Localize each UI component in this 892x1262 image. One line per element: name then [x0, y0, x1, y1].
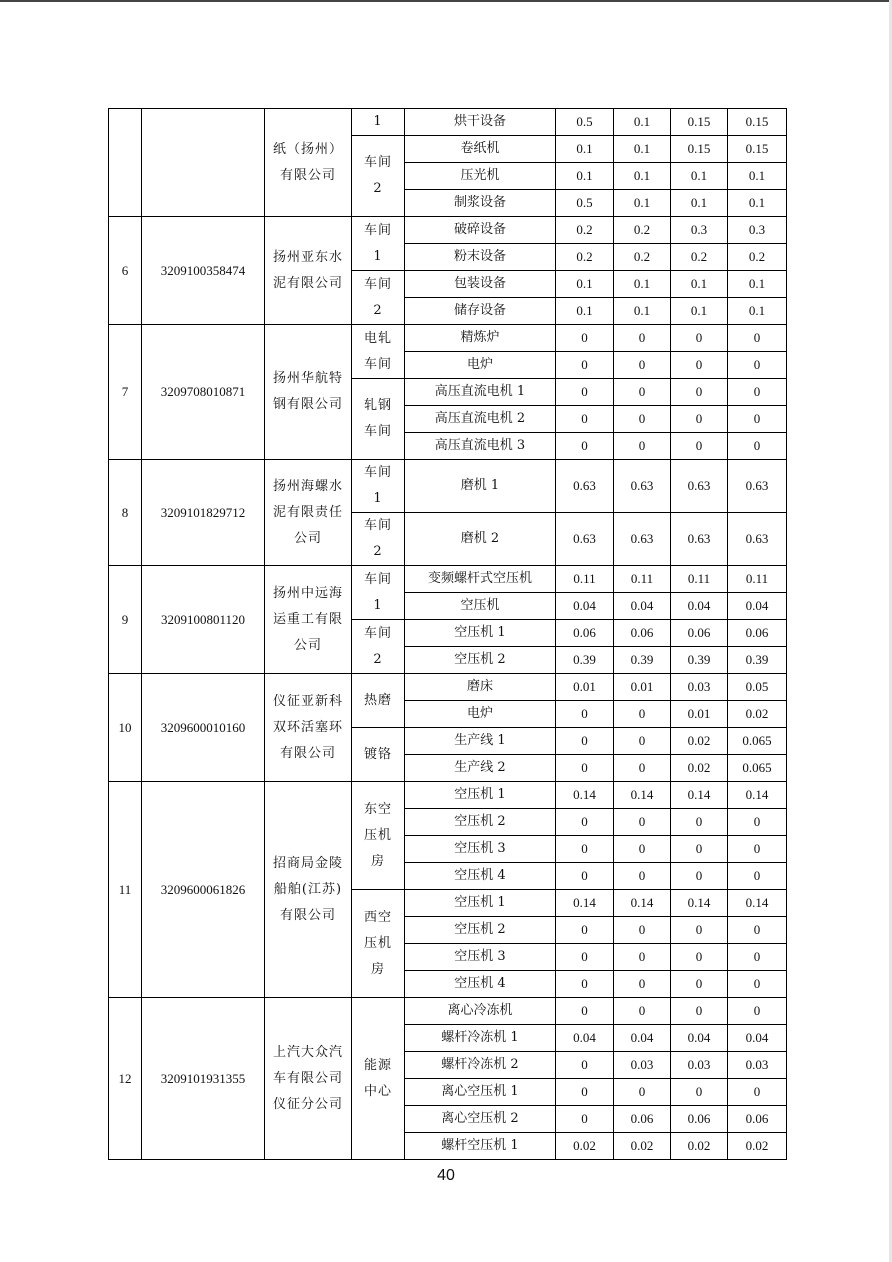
value-cell: 0.02 — [556, 1133, 614, 1160]
equipment-cell: 高压直流电机 2 — [405, 406, 556, 433]
value-cell: 0.04 — [671, 1025, 728, 1052]
value-cell: 0.1 — [671, 271, 728, 298]
value-cell: 0.39 — [614, 647, 671, 674]
value-cell: 0.1 — [556, 163, 614, 190]
equipment-cell: 高压直流电机 3 — [405, 433, 556, 460]
equipment-cell: 烘干设备 — [405, 109, 556, 136]
value-cell: 0 — [556, 352, 614, 379]
company-code: 3209101829712 — [142, 460, 265, 566]
value-cell: 0.04 — [671, 593, 728, 620]
value-cell: 0.04 — [556, 1025, 614, 1052]
equipment-cell: 包装设备 — [405, 271, 556, 298]
value-cell: 0 — [728, 863, 787, 890]
value-cell: 0.05 — [728, 674, 787, 701]
company-code — [142, 109, 265, 217]
value-cell: 0.11 — [614, 566, 671, 593]
value-cell: 0 — [614, 917, 671, 944]
company-code: 3209100358474 — [142, 217, 265, 325]
table-row — [109, 566, 787, 593]
value-cell: 0.06 — [671, 620, 728, 647]
value-cell: 0.39 — [671, 647, 728, 674]
row-number: 11 — [109, 782, 142, 998]
value-cell: 0.1 — [728, 271, 787, 298]
workshop-cell: 车间2 — [352, 271, 405, 325]
equipment-cell: 生产线 1 — [405, 728, 556, 755]
value-cell: 0.065 — [728, 728, 787, 755]
value-cell: 0.15 — [671, 109, 728, 136]
value-cell: 0.02 — [728, 1133, 787, 1160]
row-number: 9 — [109, 566, 142, 674]
equipment-cell: 高压直流电机 1 — [405, 379, 556, 406]
value-cell: 0.04 — [556, 593, 614, 620]
value-cell: 0 — [556, 1052, 614, 1079]
value-cell: 0.02 — [671, 1133, 728, 1160]
value-cell: 0 — [728, 836, 787, 863]
value-cell: 0.01 — [556, 674, 614, 701]
value-cell: 0 — [556, 406, 614, 433]
value-cell: 0 — [728, 971, 787, 998]
company-name: 扬州亚东水泥有限公司 — [265, 217, 352, 325]
value-cell: 0.04 — [728, 1025, 787, 1052]
workshop-cell: 电轧车间 — [352, 325, 405, 379]
value-cell: 0 — [728, 406, 787, 433]
value-cell: 0 — [728, 379, 787, 406]
workshop-cell: 西空压机房 — [352, 890, 405, 998]
value-cell: 0.03 — [671, 674, 728, 701]
value-cell: 0.14 — [671, 890, 728, 917]
equipment-table — [108, 108, 787, 1160]
value-cell: 0 — [556, 836, 614, 863]
value-cell: 0 — [556, 809, 614, 836]
value-cell: 0.06 — [614, 1106, 671, 1133]
value-cell: 0.2 — [614, 244, 671, 271]
value-cell: 0.63 — [614, 513, 671, 566]
equipment-cell: 空压机 4 — [405, 863, 556, 890]
value-cell: 0.15 — [728, 109, 787, 136]
table-row — [109, 782, 787, 809]
value-cell: 0.15 — [728, 136, 787, 163]
value-cell: 0.1 — [614, 136, 671, 163]
workshop-cell: 镀铬 — [352, 728, 405, 782]
page-top-border — [0, 0, 892, 2]
value-cell: 0.63 — [614, 460, 671, 513]
equipment-cell: 空压机 1 — [405, 782, 556, 809]
company-name: 扬州中远海运重工有限公司 — [265, 566, 352, 674]
value-cell: 0.14 — [728, 890, 787, 917]
value-cell: 0 — [671, 433, 728, 460]
equipment-cell: 磨机 2 — [405, 513, 556, 566]
value-cell: 0.1 — [556, 298, 614, 325]
value-cell: 0.1 — [614, 298, 671, 325]
value-cell: 0 — [671, 1079, 728, 1106]
value-cell: 0 — [614, 944, 671, 971]
page-number: 40 — [437, 1167, 455, 1184]
value-cell: 0 — [671, 406, 728, 433]
value-cell: 0 — [614, 863, 671, 890]
value-cell: 0 — [671, 352, 728, 379]
company-name: 仪征亚新科双环活塞环有限公司 — [265, 674, 352, 782]
value-cell: 0.03 — [671, 1052, 728, 1079]
value-cell: 0.1 — [614, 190, 671, 217]
value-cell: 0.63 — [728, 460, 787, 513]
equipment-cell: 空压机 1 — [405, 890, 556, 917]
value-cell: 0 — [671, 836, 728, 863]
value-cell: 0 — [556, 1106, 614, 1133]
value-cell: 0.1 — [671, 190, 728, 217]
value-cell: 0.01 — [614, 674, 671, 701]
value-cell: 0.14 — [671, 782, 728, 809]
workshop-cell: 东空压机房 — [352, 782, 405, 890]
value-cell: 0.02 — [671, 755, 728, 782]
equipment-cell: 精炼炉 — [405, 325, 556, 352]
company-name: 扬州华航特钢有限公司 — [265, 325, 352, 460]
workshop-cell: 1 — [352, 109, 405, 136]
value-cell: 0.15 — [671, 136, 728, 163]
value-cell: 0.06 — [614, 620, 671, 647]
value-cell: 0.04 — [728, 593, 787, 620]
value-cell: 0 — [728, 433, 787, 460]
equipment-cell: 粉末设备 — [405, 244, 556, 271]
equipment-cell: 生产线 2 — [405, 755, 556, 782]
value-cell: 0.06 — [728, 620, 787, 647]
value-cell: 0.39 — [556, 647, 614, 674]
value-cell: 0.1 — [614, 163, 671, 190]
company-code: 3209100801120 — [142, 566, 265, 674]
value-cell: 0 — [671, 379, 728, 406]
row-number: 12 — [109, 998, 142, 1160]
value-cell: 0 — [614, 433, 671, 460]
value-cell: 0 — [728, 917, 787, 944]
value-cell: 0 — [728, 325, 787, 352]
workshop-cell: 车间1 — [352, 460, 405, 513]
value-cell: 0.1 — [614, 109, 671, 136]
value-cell: 0.63 — [671, 460, 728, 513]
equipment-cell: 制浆设备 — [405, 190, 556, 217]
value-cell: 0.1 — [556, 136, 614, 163]
value-cell: 0 — [728, 352, 787, 379]
workshop-cell: 车间2 — [352, 620, 405, 674]
value-cell: 0.2 — [728, 244, 787, 271]
value-cell: 0 — [556, 998, 614, 1025]
value-cell: 0 — [671, 863, 728, 890]
value-cell: 0 — [614, 998, 671, 1025]
value-cell: 0.1 — [671, 163, 728, 190]
table-row — [109, 674, 787, 701]
value-cell: 0.14 — [556, 890, 614, 917]
equipment-cell: 螺杆空压机 1 — [405, 1133, 556, 1160]
value-cell: 0 — [728, 944, 787, 971]
equipment-cell: 破碎设备 — [405, 217, 556, 244]
equipment-cell: 空压机 2 — [405, 809, 556, 836]
value-cell: 0.03 — [614, 1052, 671, 1079]
workshop-cell: 能源中心 — [352, 998, 405, 1160]
value-cell: 0.01 — [671, 701, 728, 728]
value-cell: 0 — [671, 809, 728, 836]
value-cell: 0 — [614, 1079, 671, 1106]
value-cell: 0.11 — [728, 566, 787, 593]
value-cell: 0.2 — [671, 244, 728, 271]
value-cell: 0 — [556, 728, 614, 755]
value-cell: 0.1 — [671, 298, 728, 325]
equipment-cell: 电炉 — [405, 352, 556, 379]
company-code: 3209708010871 — [142, 325, 265, 460]
table-row — [109, 998, 787, 1025]
value-cell: 0 — [556, 971, 614, 998]
value-cell: 0 — [728, 1079, 787, 1106]
equipment-cell: 空压机 1 — [405, 620, 556, 647]
value-cell: 0 — [556, 755, 614, 782]
workshop-cell: 车间2 — [352, 513, 405, 566]
value-cell: 0 — [671, 971, 728, 998]
company-code: 3209600061826 — [142, 782, 265, 998]
value-cell: 0.63 — [671, 513, 728, 566]
equipment-cell: 螺杆冷冻机 2 — [405, 1052, 556, 1079]
value-cell: 0.63 — [556, 513, 614, 566]
table-row — [109, 325, 787, 352]
value-cell: 0.06 — [728, 1106, 787, 1133]
value-cell: 0.5 — [556, 109, 614, 136]
value-cell: 0.3 — [728, 217, 787, 244]
equipment-cell: 空压机 2 — [405, 647, 556, 674]
equipment-cell: 磨机 1 — [405, 460, 556, 513]
value-cell: 0.14 — [614, 890, 671, 917]
row-number: 10 — [109, 674, 142, 782]
value-cell: 0 — [614, 406, 671, 433]
workshop-cell: 车间1 — [352, 566, 405, 620]
value-cell: 0 — [671, 325, 728, 352]
value-cell: 0.04 — [614, 593, 671, 620]
workshop-cell: 轧钢车间 — [352, 379, 405, 460]
value-cell: 0 — [614, 379, 671, 406]
value-cell: 0.2 — [556, 244, 614, 271]
company-name: 招商局金陵船舶(江苏)有限公司 — [265, 782, 352, 998]
value-cell: 0 — [614, 755, 671, 782]
equipment-cell: 卷纸机 — [405, 136, 556, 163]
value-cell: 0.03 — [728, 1052, 787, 1079]
equipment-cell: 空压机 3 — [405, 836, 556, 863]
value-cell: 0 — [671, 917, 728, 944]
value-cell: 0.04 — [614, 1025, 671, 1052]
value-cell: 0 — [671, 998, 728, 1025]
value-cell: 0.14 — [728, 782, 787, 809]
value-cell: 0.02 — [728, 701, 787, 728]
workshop-cell: 车间2 — [352, 136, 405, 217]
value-cell: 0 — [614, 325, 671, 352]
value-cell: 0 — [556, 863, 614, 890]
value-cell: 0 — [614, 728, 671, 755]
value-cell: 0 — [614, 701, 671, 728]
equipment-cell: 离心冷冻机 — [405, 998, 556, 1025]
value-cell: 0 — [614, 836, 671, 863]
table-row — [109, 460, 787, 513]
company-name: 上汽大众汽车有限公司仪征分公司 — [265, 998, 352, 1160]
value-cell: 0 — [671, 944, 728, 971]
row-number — [109, 109, 142, 217]
company-name: 扬州海螺水泥有限责任公司 — [265, 460, 352, 566]
value-cell: 0.63 — [728, 513, 787, 566]
value-cell: 0.14 — [556, 782, 614, 809]
value-cell: 0 — [556, 701, 614, 728]
value-cell: 0.065 — [728, 755, 787, 782]
table-row — [109, 109, 787, 136]
value-cell: 0.63 — [556, 460, 614, 513]
equipment-cell: 空压机 3 — [405, 944, 556, 971]
equipment-cell: 磨床 — [405, 674, 556, 701]
company-code: 3209600010160 — [142, 674, 265, 782]
value-cell: 0.06 — [671, 1106, 728, 1133]
value-cell: 0.2 — [614, 217, 671, 244]
value-cell: 0.1 — [728, 298, 787, 325]
value-cell: 0.06 — [556, 620, 614, 647]
value-cell: 0.1 — [556, 271, 614, 298]
value-cell: 0 — [556, 917, 614, 944]
equipment-cell: 变频螺杆式空压机 — [405, 566, 556, 593]
value-cell: 0.11 — [671, 566, 728, 593]
equipment-cell: 电炉 — [405, 701, 556, 728]
value-cell: 0.11 — [556, 566, 614, 593]
company-code: 3209101931355 — [142, 998, 265, 1160]
equipment-cell: 离心空压机 2 — [405, 1106, 556, 1133]
value-cell: 0.3 — [671, 217, 728, 244]
row-number: 8 — [109, 460, 142, 566]
value-cell: 0 — [556, 1079, 614, 1106]
table-row — [109, 217, 787, 244]
value-cell: 0.2 — [556, 217, 614, 244]
value-cell: 0.39 — [728, 647, 787, 674]
value-cell: 0.1 — [614, 271, 671, 298]
equipment-cell: 离心空压机 1 — [405, 1079, 556, 1106]
equipment-cell: 螺杆冷冻机 1 — [405, 1025, 556, 1052]
value-cell: 0.1 — [728, 163, 787, 190]
value-cell: 0 — [614, 971, 671, 998]
value-cell: 0 — [614, 352, 671, 379]
value-cell: 0.14 — [614, 782, 671, 809]
value-cell: 0 — [556, 433, 614, 460]
value-cell: 0 — [556, 944, 614, 971]
row-number: 6 — [109, 217, 142, 325]
value-cell: 0.5 — [556, 190, 614, 217]
value-cell: 0.02 — [614, 1133, 671, 1160]
equipment-cell: 空压机 — [405, 593, 556, 620]
row-number: 7 — [109, 325, 142, 460]
value-cell: 0 — [556, 379, 614, 406]
equipment-cell: 储存设备 — [405, 298, 556, 325]
workshop-cell: 车间1 — [352, 217, 405, 271]
value-cell: 0 — [614, 809, 671, 836]
company-name: 纸（扬州）有限公司 — [265, 109, 352, 217]
value-cell: 0 — [728, 998, 787, 1025]
table-body — [109, 109, 787, 1160]
equipment-cell: 压光机 — [405, 163, 556, 190]
value-cell: 0 — [556, 325, 614, 352]
workshop-cell: 热磨 — [352, 674, 405, 728]
equipment-cell: 空压机 2 — [405, 917, 556, 944]
value-cell: 0.02 — [671, 728, 728, 755]
value-cell: 0 — [728, 809, 787, 836]
value-cell: 0.1 — [728, 190, 787, 217]
equipment-cell: 空压机 4 — [405, 971, 556, 998]
